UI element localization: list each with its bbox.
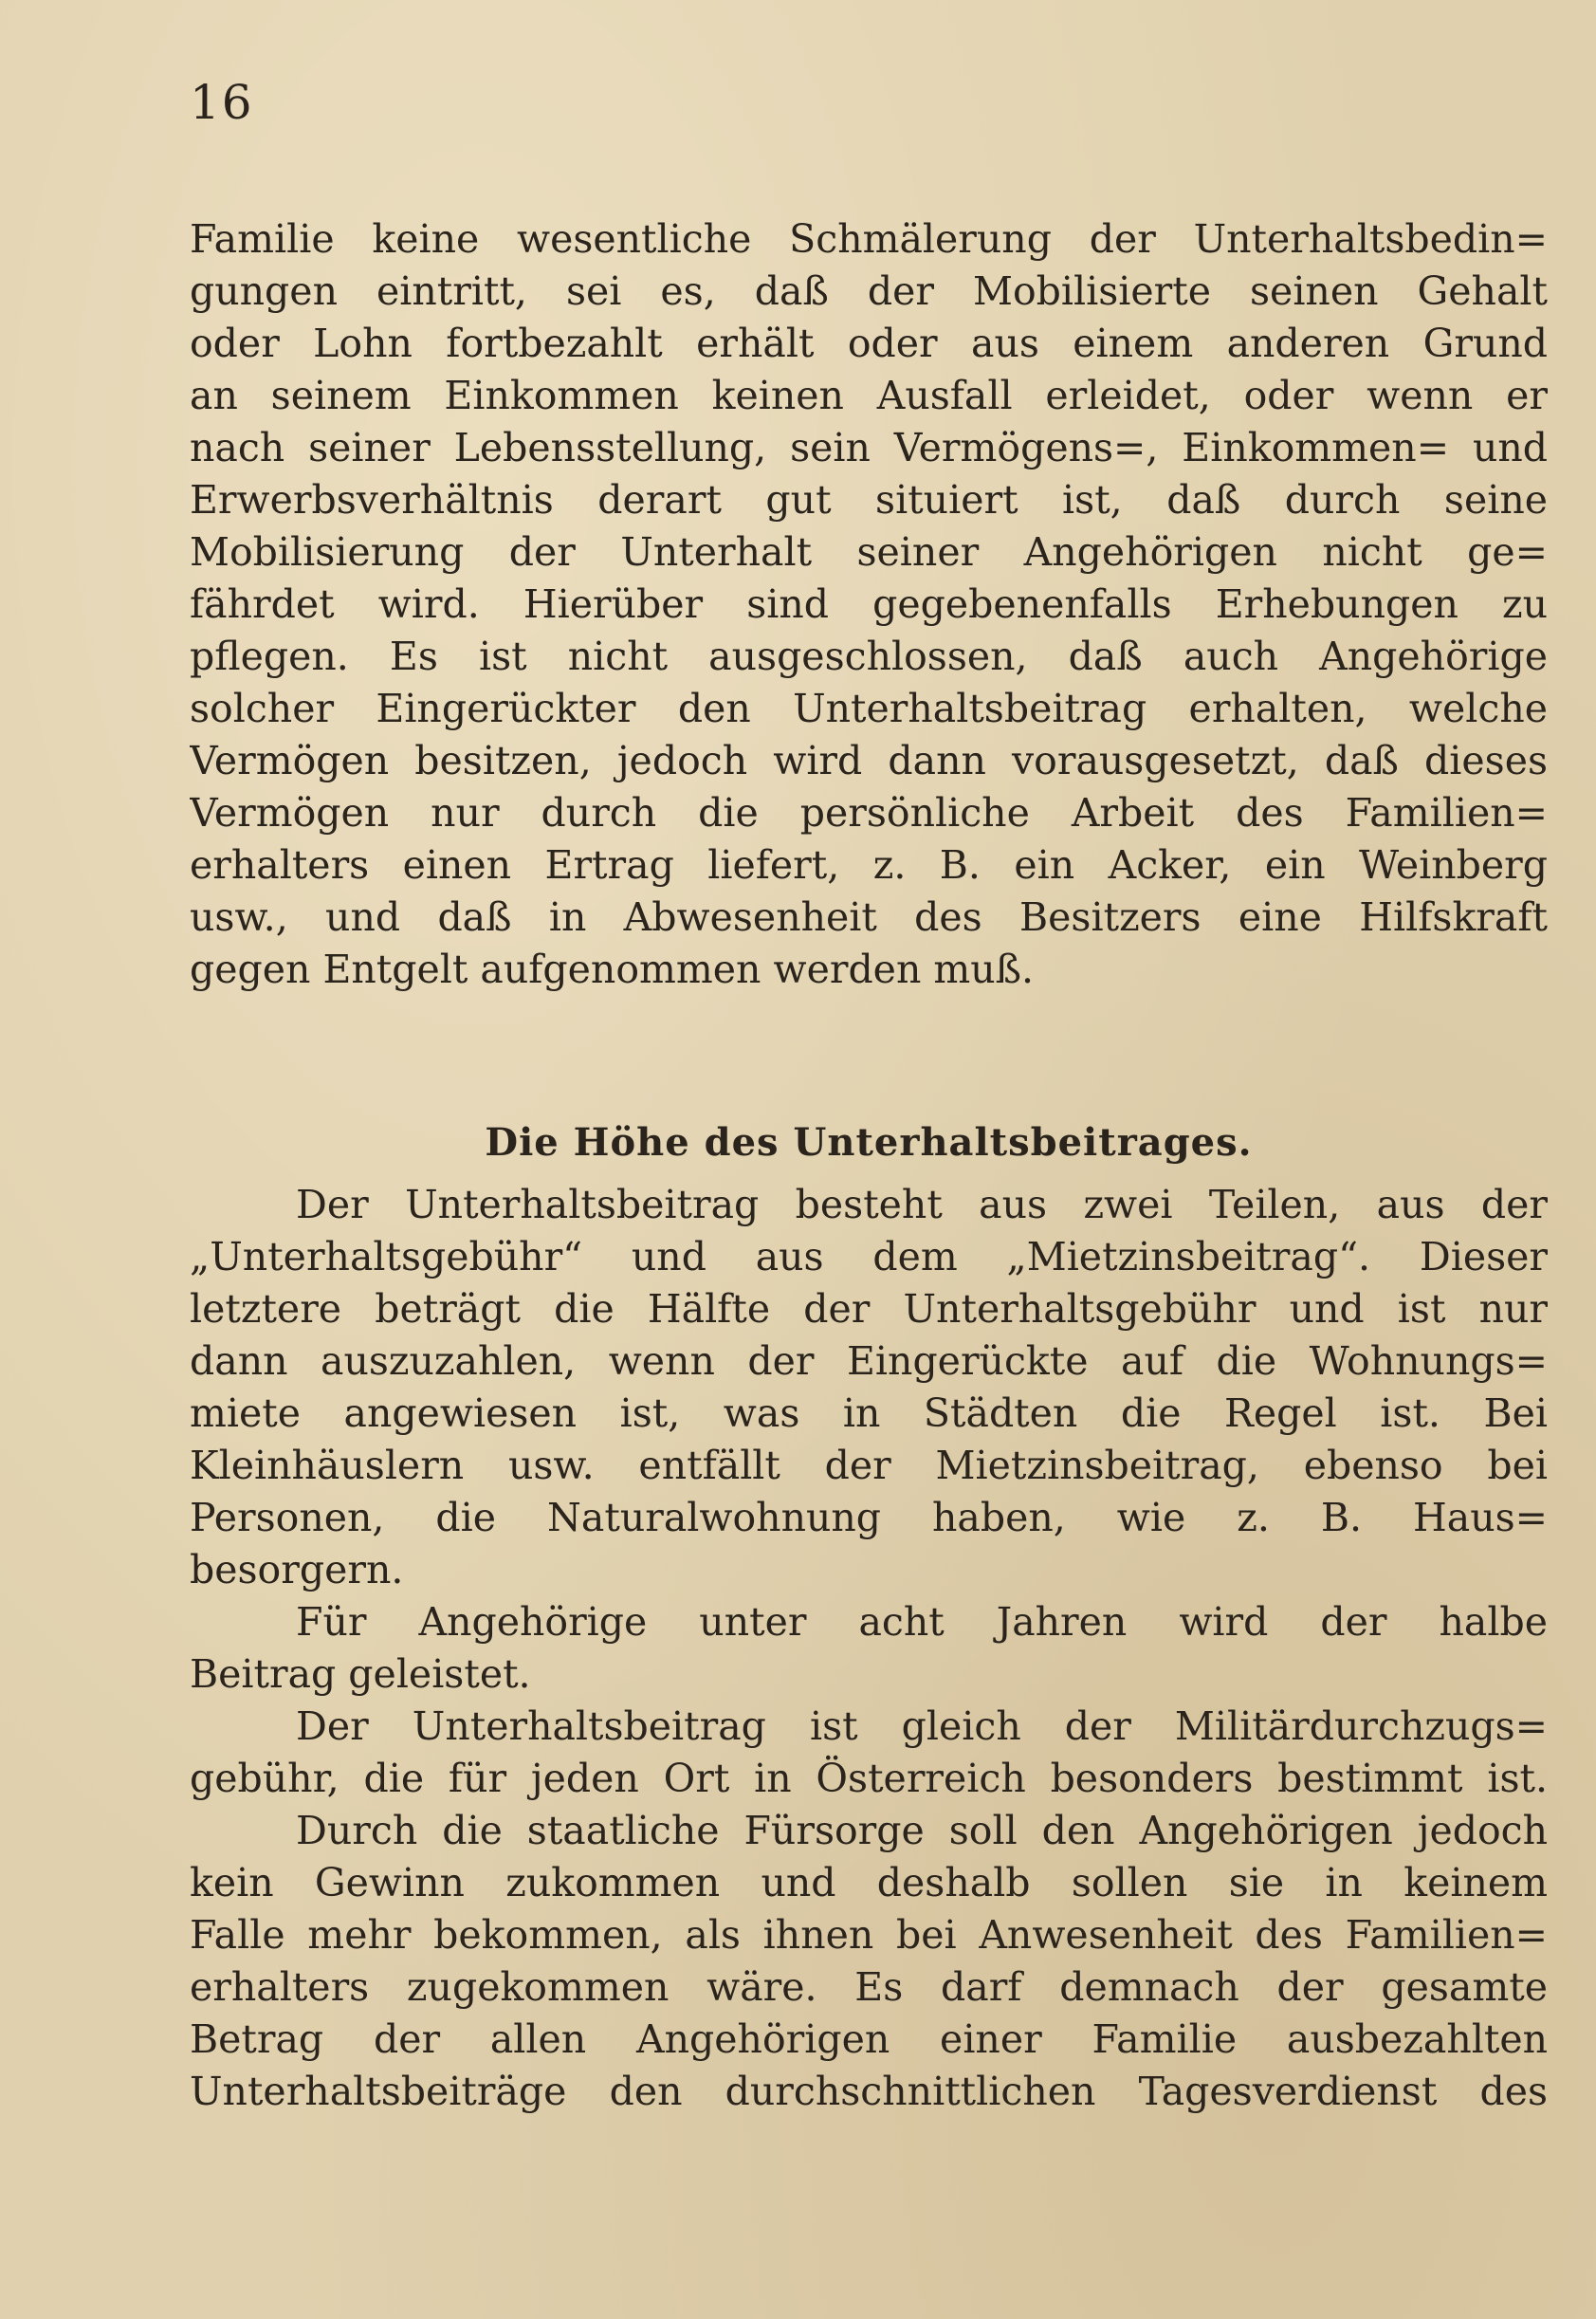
text-line: Für Angehörige unter acht Jahren wird der halbe [296,1599,1548,1645]
text-line: Betrag der allen Angehörigen einer Familie ausbezahlten [190,2016,1548,2062]
text-line: Der Unterhaltsbeitrag besteht aus zwei Teilen, aus der [296,1182,1548,1227]
text-line: an seinem Einkommen keinen Ausfall erleidet, oder wenn er [190,373,1548,418]
text-line: fährdet wird. Hierüber sind gegebenenfalls Erhebungen zu [190,581,1548,627]
section-heading: Die Höhe des Unterhaltsbeitrages. [485,1120,1253,1165]
text-line: letztere beträgt die Hälfte der Unterhaltsgebühr und ist nur [190,1286,1548,1332]
text-line: Vermögen besitzen, jedoch wird dann vorausgesetzt, daß dieses [190,738,1548,783]
text-line: Mobilisierung der Unterhalt seiner Angehörigen nicht ge= [190,529,1548,575]
text-line: erhalters einen Ertrag liefert, z. B. ein Acker, ein Weinberg [190,842,1548,888]
text-line: dann auszuzahlen, wenn der Eingerückte auf die Wohnungs= [190,1338,1548,1384]
paragraph-amount [190,1179,1548,2118]
text-line: gungen eintritt, sei es, daß der Mobilisierte seinen Gehalt [190,268,1548,314]
text-line: Familie keine wesentliche Schmälerung der Unterhaltsbedin= [190,216,1548,262]
text-line: Erwerbsverhältnis derart gut situiert ist, daß durch seine [190,477,1548,523]
text-line: Vermögen nur durch die persönliche Arbeit des Familien= [190,790,1548,836]
text-line: oder Lohn fortbezahlt erhält oder aus einem anderen Grund [190,321,1548,366]
text-line: Falle mehr bekommen, als ihnen bei Anwesenheit des Familien= [190,1912,1548,1958]
text-line: solcher Eingerückter den Unterhaltsbeitrag erhalten, welche [190,686,1548,731]
text-line: gebühr, die für jeden Ort in Österreich besonders bestimmt ist. [190,1756,1548,1801]
text-line: „Unterhaltsgebühr“ und aus dem „Mietzinsbeitrag“. Dieser [190,1234,1548,1279]
text-line: erhalters zugekommen wäre. Es darf demnach der gesamte [190,1964,1548,2010]
text-line: besorgern. [190,1547,404,1592]
text-line: Beitrag geleistet. [190,1651,531,1697]
paragraph-eligibility [190,213,1548,996]
text-line: Der Unterhaltsbeitrag ist gleich der Militärdurchzugs= [296,1703,1548,1749]
text-line: kein Gewinn zukommen und deshalb sollen sie in keinem [190,1860,1548,1905]
page-number: 16 [190,75,254,130]
text-line: usw., und daß in Abwesenheit des Besitzers eine Hilfskraft [190,894,1548,940]
text-line: pflegen. Es ist nicht ausgeschlossen, daß auch Angehörige [190,634,1548,679]
text-line: Personen, die Naturalwohnung haben, wie z. B. Haus= [190,1495,1548,1540]
text-line: gegen Entgelt aufgenommen werden muß. [190,947,1035,992]
text-line: Durch die staatliche Fürsorge soll den Angehörigen jedoch [296,1808,1548,1853]
text-line: miete angewiesen ist, was in Städten die Regel ist. Bei [190,1390,1548,1436]
text-line: nach seiner Lebensstellung, sein Vermögens=, Einkommen= und [190,425,1548,470]
text-line: Unterhaltsbeiträge den durchschnittlichen Tagesverdienst des [190,2069,1548,2114]
text-line: Kleinhäuslern usw. entfällt der Mietzinsbeitrag, ebenso bei [190,1443,1548,1488]
